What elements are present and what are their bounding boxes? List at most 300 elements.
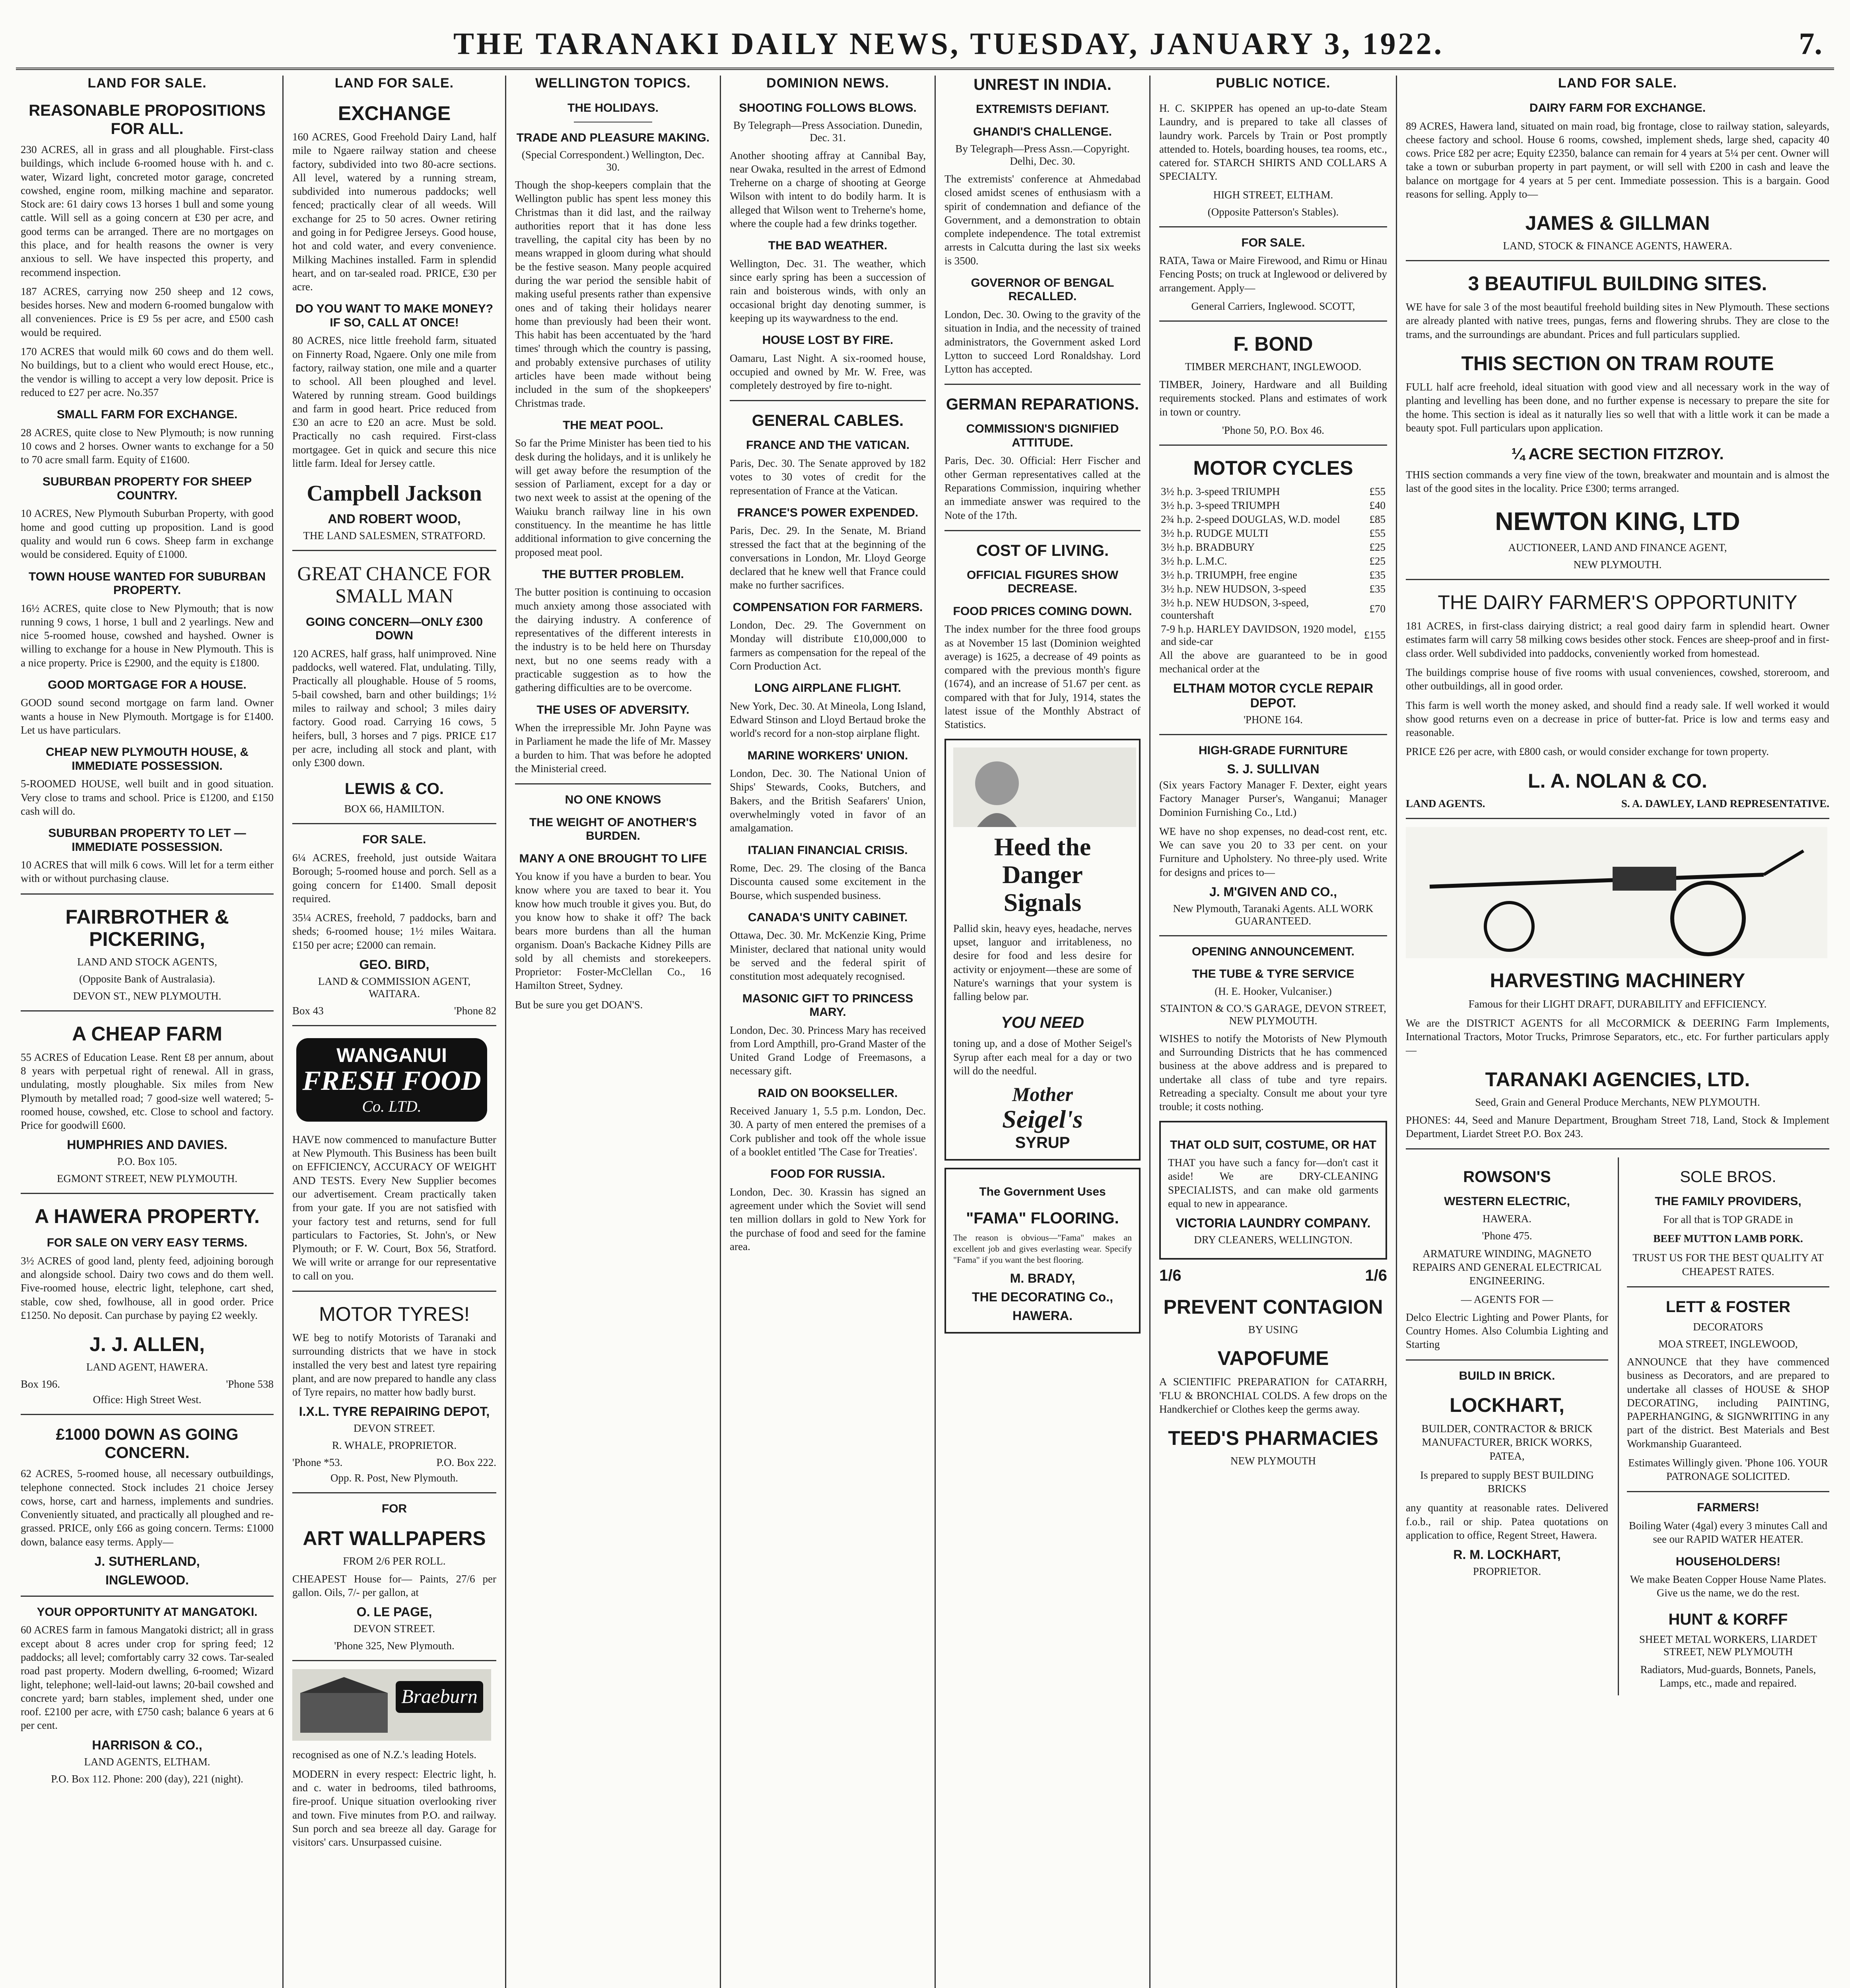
motor-cycle-price: £85 — [1369, 513, 1386, 525]
harvesting-machine-illustration — [1406, 827, 1827, 958]
agent-box: Box 196. — [21, 1378, 60, 1390]
motor-cycle-model: 3½ h.p. BRADBURY — [1161, 541, 1255, 553]
bottom-ads — [1406, 1157, 1829, 1695]
ad-headline-3: Signals — [1003, 888, 1082, 917]
article-subheading: FOOD PRICES COMING DOWN. — [953, 604, 1132, 618]
agent-line: HAWERA. — [1012, 1308, 1073, 1323]
ad-contact: 'Phone 50, P.O. Box 46. — [1222, 424, 1324, 436]
article-text: When the irrepressible Mr. John Payne was in Parliament he made the life of Mr. Massey a burden to him. That was before he adopted the Ministerial creed. — [515, 722, 711, 775]
ad-heading: ROWSON'S — [1463, 1168, 1551, 1186]
ad-subheading: — AGENTS FOR — — [1461, 1293, 1553, 1305]
article-byline: (Special Correspondent.) Wellington, Dec. 30. — [521, 149, 705, 173]
ad-headline-2: Danger — [1002, 860, 1083, 889]
ad-heading: HIGH-GRADE FURNITURE — [1199, 744, 1348, 757]
agent-phone: 'PHONE 164. — [1244, 714, 1303, 726]
ad-heading: PREVENT CONTAGION — [1163, 1296, 1383, 1318]
agent-phone: 'Phone 82 — [454, 1004, 496, 1017]
ad-text: We are the DISTRICT AGENTS for all McCORMICK & DEERING Farm Implements, International Tractors, Motor Trucks, Primrose Separators, etc., etc. For further particulars apply— — [1406, 1017, 1829, 1056]
ad-text: 35¼ ACRES, freehold, 7 paddocks, barn and sheds; 6-roomed house; 1½ miles Waitara. £150 per acre; £2000 can remain. — [292, 912, 496, 951]
masthead-title: THE TARANAKI DAILY NEWS, TUESDAY, JANUARY 3, 1922. — [453, 26, 1444, 61]
article-heading: MARINE WORKERS' UNION. — [747, 749, 908, 762]
ad-subheading: BY USING — [1248, 1324, 1298, 1336]
motor-cycle-model: 3½ h.p. RUDGE MULTI — [1161, 527, 1269, 539]
ad-text: WISHES to notify the Motorists of New Plymouth and Surrounding Districts that he has commenced business at the above address and is prepared to undertake all class of tube and tyre repairs. Retreading a specialty. Consult me about your tyre trouble; it costs nothing. — [1159, 1032, 1387, 1113]
agent-line: New Plymouth, Taranaki Agents. ALL WORK GUARANTEED. — [1173, 902, 1374, 927]
ad-heading: 3 BEAUTIFUL BUILDING SITES. — [1468, 272, 1767, 295]
ad-illustration — [953, 747, 1136, 827]
agent-name: NEWTON KING, LTD — [1495, 507, 1740, 536]
divider — [1627, 1491, 1829, 1492]
logo-line-3: Co. LTD. — [362, 1097, 422, 1115]
motor-cycle-row — [1159, 540, 1387, 554]
agent-name: HUNT & KORFF — [1668, 1610, 1788, 1628]
ad-text: MODERN in every respect: Electric light, h. and c. water in bedrooms, tiled bathrooms, fire-proof. Unique situation overlooking river and town. Five minutes from P.O. and railway. Sun porch and sea breeze all day. Garage for visitors' cars. Unsurpassed cuisine. — [292, 1768, 496, 1848]
ad-text: 230 ACRES, all in grass and all ploughable. First-class buildings, which include 6-roomed house with h. and c. water, Wizard light, concreted motor garage, concreted cowshed, engine room, milking machine and separator. Stock are: 61 dairy cows 13 horses 1 bull and some young cattle. Will sell as a going concern at £30 per acre, and good terms can be arranged. There are no mortgages on this place, and for health reasons the owner is very anxious to sell. We have inspected this property, and recommend inspection. — [21, 144, 274, 278]
ad-text: The reason is obvious—"Fama" makes an excellent job and gives everlasting wear. Specify "Fama" if you want the best flooring. — [953, 1233, 1132, 1265]
motor-cycle-price: £40 — [1369, 499, 1386, 511]
ad-text: 170 ACRES that would milk 60 cows and do them well. No buildings, but to a client who would erect House, etc., the vendor is willing to accept a very low deposit. Price is reduced to £27 per acre. No.357 — [21, 345, 274, 398]
article-heading: CANADA'S UNITY CABINET. — [748, 911, 908, 924]
ad-heading: YOUR OPPORTUNITY AT MANGATOKI. — [37, 1605, 258, 1619]
article-heading: GERMAN REPARATIONS. — [946, 396, 1139, 414]
agent-box: Box 43 — [292, 1004, 324, 1017]
motor-cycle-row — [1159, 596, 1387, 622]
ad-text: PHONES: 44, Seed and Manure Department, Brougham Street 718, Land, Stock & Implement Department, Liardet Street P.O. Box 243. — [1406, 1114, 1829, 1140]
agent-line: DEVON STREET. — [354, 1623, 435, 1635]
divider — [1406, 260, 1829, 261]
ad-subheading: (H. E. Hooker, Vulcaniser.) — [1215, 985, 1332, 997]
agent-phone: 'Phone 538 — [226, 1378, 274, 1390]
agent-line: LAND AND STOCK AGENTS, — [77, 955, 218, 968]
ad-subheading: MANY A ONE BROUGHT TO LIFE — [519, 852, 707, 865]
ad-heading: THAT OLD SUIT, COSTUME, OR HAT — [1170, 1138, 1376, 1151]
divider — [944, 530, 1141, 531]
article-text: Oamaru, Last Night. A six-roomed house, occupied and owned by Mr. W. Free, was completely destroyed by fire to-night. — [730, 352, 926, 392]
ad-text: ARMATURE WINDING, MAGNETO REPAIRS AND GENERAL ELECTRICAL ENGINEERING. — [1412, 1247, 1602, 1287]
divider — [1406, 818, 1829, 819]
agent-name: L. A. NOLAN & CO. — [1528, 769, 1707, 792]
agent-line: Seed, Grain and General Produce Merchants, NEW PLYMOUTH. — [1475, 1096, 1760, 1108]
motor-cycle-model: 3½ h.p. 3-speed TRIUMPH — [1161, 499, 1280, 511]
motor-cycle-model: 3½ h.p. TRIUMPH, free engine — [1161, 569, 1297, 581]
motor-cycle-price: £55 — [1369, 485, 1386, 497]
masthead — [16, 20, 1834, 70]
illustration-background — [1406, 827, 1827, 958]
ad-subheading: SUBURBAN PROPERTY FOR SHEEP COUNTRY. — [42, 475, 252, 502]
motor-cycle-price: £155 — [1364, 629, 1386, 641]
article-text: Wellington, Dec. 31. The weather, which since early spring has been a succession of rain and boisterous winds, with only an occasional bright day denoting summer, is keeping up its waywardness to the end. — [730, 257, 926, 324]
article-text: Received January 1, 5.5 p.m. London, Dec. 30. A party of men entered the premises of a Cork publisher and took off the whole issue of a booklet entitled 'The Case for Treaties'. — [730, 1105, 926, 1158]
ad-text: Pallid skin, heavy eyes, headache, nerves upset, languor and irritableness, no desire for food and less desire for activity or enjoyment—these are some of Nature's warnings that your system is falling below par. — [953, 922, 1132, 1003]
column-unrest-in-india — [935, 76, 1149, 1988]
face-shape — [975, 761, 1019, 805]
ad-heading: F. BOND — [1233, 333, 1313, 355]
seat-shape — [1613, 867, 1676, 891]
agent-line: BOX 66, HAMILTON. — [344, 803, 445, 815]
article-subheading: TRADE AND PLEASURE MAKING. — [516, 131, 710, 144]
victoria-laundry-ad — [1159, 1121, 1387, 1260]
article-heading: FOOD FOR RUSSIA. — [770, 1167, 885, 1181]
logo-line-1: WANGANUI — [336, 1044, 447, 1066]
article-heading: HOUSE LOST BY FIRE. — [762, 334, 894, 347]
article-heading: FRANCE'S POWER EXPENDED. — [737, 506, 919, 519]
ad-text: TIMBER, Joinery, Hardware and all Building requirements stocked. Plans and estimates of work in town or country. — [1159, 379, 1387, 418]
ad-text: recognised as one of N.Z.'s leading Hotels. — [292, 1749, 476, 1761]
ad-heading: £1000 DOWN AS GOING CONCERN. — [56, 1426, 239, 1462]
article-subheading: COMMISSION'S DIGNIFIED ATTITUDE. — [966, 422, 1119, 449]
ad-heading: HOUSEHOLDERS! — [1675, 1555, 1781, 1568]
divider — [730, 400, 926, 401]
ad-text: THAT you have such a fancy for—don't cast it aside! We are DRY-CLEANING SPECIALISTS, and can make old garments equal to new in appearance. — [1168, 1157, 1378, 1209]
agent-name: VICTORIA LAUNDRY COMPANY. — [1176, 1216, 1371, 1231]
agent-name: TEED'S PHARMACIES — [1168, 1427, 1378, 1450]
ad-heading: ¼ ACRE SECTION FITZROY. — [1511, 445, 1724, 463]
article-text: The index number for the three food groups as at November 15 last (Dominion weighted average) is 1625, a decrease of 49 points as compared with the previous month's figure (1674), and an increase of 51.67 per cent. as compared with that for July, 1914, states the latest issue of the Monthly Abstract of Statistics. — [944, 623, 1141, 731]
ad-text: All the above are guaranteed to be in good mechanical order at the — [1159, 649, 1387, 675]
article-byline: By Telegraph—Press Assn.—Copyright. Delhi, Dec. 30. — [955, 143, 1130, 167]
motor-cycle-row — [1159, 513, 1387, 526]
section-heading: GENERAL CABLES. — [752, 412, 904, 430]
agent-line: P.O. Box 112. Phone: 200 (day), 221 (night). — [51, 1773, 243, 1785]
ad-text: 55 ACRES of Education Lease. Rent £8 per annum, about 8 years with perpetual right of renewal. All in grass, undulating, mostly ploughable. Six miles from New Plymouth by metalled road; 7 good-size well watered; 5-roomed house, cowshed, etc. Close to school and factory. Price for goodwill £600. — [21, 1051, 274, 1132]
article-text: Ottawa, Dec. 30. Mr. McKenzie King, Prime Minister, declared that national unity would be served and the federal spirit of constitution most adequately recognised. — [730, 929, 926, 982]
agent-line: SHEET METAL WORKERS, LIARDET STREET, NEW PLYMOUTH — [1639, 1633, 1817, 1658]
ad-text: (Six years Factory Manager F. Dexter, eight years Factory Manager Purser's, Wanganui; Manager Dominion Furnishing Co., Ltd.) — [1159, 779, 1387, 818]
agent-name: HUMPHRIES AND DAVIES. — [67, 1138, 227, 1152]
ad-text: WE beg to notify Motorists of Taranaki and surrounding districts that we have in stock installed the very best and latest tyre repairing plant, and are now prepared to handle any class of Tyre repairs, no matter how badly burst. — [292, 1332, 496, 1398]
divider — [292, 1291, 496, 1292]
divider — [1406, 1359, 1608, 1361]
price-right: 1/6 — [1365, 1267, 1387, 1285]
agent-name: LOCKHART, — [1450, 1394, 1564, 1417]
divider — [1627, 1286, 1829, 1287]
ad-text: H. C. SKIPPER has opened an up-to-date Steam Laundry, and is prepared to take all classes of laundry work. Parcels by Train or Post promptly attended to. Hotels, boarding houses, tea rooms, etc., catered for. STARCH SHIRTS AND COLLARS A SPECIALTY. — [1159, 102, 1387, 182]
article-heading: UNREST IN INDIA. — [974, 76, 1112, 93]
ad-heading: FARMERS! — [1697, 1501, 1759, 1514]
agent-line: P.O. Box 105. — [117, 1155, 177, 1168]
agent-line: LAND, STOCK & FINANCE AGENTS, HAWERA. — [1503, 240, 1732, 252]
ad-subheading: HAWERA. — [1482, 1212, 1532, 1225]
agent-line: DEVON ST., NEW PLYMOUTH. — [73, 990, 222, 1002]
agent-name: HARRISON & CO., — [92, 1738, 202, 1752]
article-text: London, Dec. 29. The Government on Monday will distribute £10,000,000 to farmers as compensation for the repeal of the Corn Production Act. — [730, 619, 926, 672]
article-subheading: THE USES OF ADVERSITY. — [536, 703, 690, 716]
ad-address: (Opposite Patterson's Stables). — [1207, 206, 1339, 218]
ad-text: 6¼ ACRES, freehold, just outside Waitara Borough; 5-roomed house and porch. Sell as a going concern for £1400. Small deposit required. — [292, 851, 496, 905]
ad-text: We make Beaten Copper House Name Plates. Give us the name, we do the rest. — [1630, 1573, 1827, 1599]
price-left: 1/6 — [1159, 1267, 1182, 1285]
motor-cycles-list — [1159, 485, 1387, 648]
motor-cycle-model: 3½ h.p. NEW HUDSON, 3-speed — [1161, 582, 1306, 595]
braeburn-logo-text: Braeburn — [401, 1685, 478, 1708]
article-subheading: GHANDI'S CHALLENGE. — [973, 125, 1112, 138]
article-heading: ITALIAN FINANCIAL CRISIS. — [748, 843, 908, 857]
ad-heading: THE TUBE & TYRE SERVICE — [1192, 967, 1354, 981]
column-heading: LAND FOR SALE. — [334, 76, 454, 91]
agent-name: J. J. ALLEN, — [89, 1333, 205, 1356]
divider — [292, 1660, 496, 1661]
braeburn-hotel-illustration — [292, 1669, 491, 1741]
ad-subheading: GOING CONCERN—ONLY £300 DOWN — [305, 615, 483, 643]
article-text: London, Dec. 30. The National Union of Ships' Stewards, Cooks, Butchers, and Bakers, and the British Seafarers' Union, overwhelmingly voted in favor of an amalgamation. — [730, 767, 926, 834]
article-text: Paris, Dec. 30. Official: Herr Fischer and other German representatives called at the Reparations Commission, inquiring whether an immediate answer was required to the Note of the 17th. — [944, 454, 1141, 521]
column-wellington-topics — [505, 76, 720, 1988]
ad-heading: DAIRY FARM FOR EXCHANGE. — [1529, 101, 1706, 115]
article-text: Paris, Dec. 30. The Senate approved by 182 votes to 30 votes of credit for the representation of France at the Vatican. — [730, 457, 926, 497]
divider — [1159, 445, 1387, 446]
ad-heading: MOTOR TYRES! — [319, 1303, 470, 1325]
motor-cycle-price: £55 — [1369, 527, 1386, 539]
ad-text: THIS section commands a very fine view of the town, breakwater and mountain and is almost the last of the good sites in the locality. Price £300; terms arranged. — [1406, 469, 1829, 495]
ad-text: GOOD sound second mortgage on farm land. Owner wants a house in New Plymouth. Mortgage is for £1400. Let us have particulars. — [21, 697, 274, 736]
article-text: The butter position is continuing to occasion much anxiety among those associated with the dairying industry. A conference of representatives of the different interests in the industry is to be held here on Thursday next, but no one seems ready with a practicable suggestion as to how the gathering difficulties are to be overcome. — [515, 586, 711, 694]
ad-subheading: DO YOU WANT TO MAKE MONEY? IF SO, CALL AT ONCE! — [295, 302, 494, 329]
ad-heading: EXCHANGE — [338, 102, 451, 124]
article-subheading: THE BUTTER PROBLEM. — [542, 567, 684, 581]
motor-cycle-model: 2¾ h.p. 2-speed DOUGLAS, W.D. model — [1161, 513, 1340, 525]
agent-row — [1406, 798, 1829, 810]
mother-seigels-syrup-ad — [944, 739, 1141, 1161]
motor-cycle-row — [1159, 622, 1387, 648]
ad-text: Boiling Water (4gal) every 3 minutes Call and see our RAPID WATER HEATER. — [1629, 1519, 1827, 1545]
ad-text: Estimates Willingly given. 'Phone 106. YOUR PATRONAGE SOLICITED. — [1628, 1456, 1828, 1483]
bottom-left-ads — [1406, 1157, 1608, 1695]
ad-heading: OPENING ANNOUNCEMENT. — [1192, 945, 1354, 958]
agent-line: MOA STREET, INGLEWOOD, — [1658, 1338, 1798, 1350]
building-shape — [300, 1693, 388, 1733]
article-text: New York, Dec. 30. At Mineola, Long Island, Edward Stinson and Lloyd Bertaud broke the world's record for a non-stop airplane flight. — [730, 700, 926, 740]
agent-line: LAND & COMMISSION AGENT, WAITARA. — [318, 975, 471, 1000]
ad-subheading: FOR SALE ON VERY EASY TERMS. — [47, 1236, 248, 1250]
divider — [21, 1414, 274, 1415]
column-dominion-news — [720, 76, 935, 1988]
agent-line: LAND AGENTS. — [1406, 797, 1485, 810]
divider — [515, 783, 711, 784]
ad-heading: VAPOFUME — [1217, 1347, 1329, 1370]
ad-text: 10 ACRES, New Plymouth Suburban Property, with good home and good cutting up proposition. Land is good quality and would run 6 cows. Sheep farm in exchange would be considered. Equity of £1000. — [21, 507, 274, 561]
brand-line-1: Mother — [1012, 1083, 1073, 1106]
divider — [292, 550, 496, 551]
agent-name: JAMES & GILLMAN — [1525, 212, 1710, 235]
ad-text: toning up, and a dose of Mother Seigel's Syrup after each meal for a day or two will do the needful. — [953, 1037, 1132, 1077]
agent-line: AND ROBERT WOOD, — [328, 511, 461, 526]
agent-name: J. SUTHERLAND, — [94, 1554, 200, 1569]
column-heading: LAND FOR SALE. — [1558, 76, 1677, 91]
agent-line: Opp. R. Post, New Plymouth. — [330, 1472, 459, 1484]
article-text: Another shooting affray at Cannibal Bay, near Owaka, resulted in the arrest of Edmond Treherne on a charge of shooting at George Wilson with intent to do bodily harm. It is alleged that Wilson went to Treherne's home, where the couple had a few drinks together. — [730, 149, 926, 229]
ad-text: 187 ACRES, carrying now 250 sheep and 12 cows, besides horses. New and modern 6-roomed bungalow with all conveniences. Price is £9 5s per acre, and £500 cash would be required. — [21, 285, 274, 338]
ad-heading: A HAWERA PROPERTY. — [35, 1205, 260, 1228]
ad-text: 160 ACRES, Good Freehold Dairy Land, half mile to Ngaere railway station and cheese factory, subdivided into two 80-acre sections. All level, watered by a running stream, subdivided into numerous paddocks; well fenced; practically clear of all weeds. Will exchange for 25 to 50 acres. Owner retiring and going in for Pedigree Jerseys. Good house, hot and cold water, and every convenience. Milking Machines installed. Farm in splendid heart, and on tar-sealed road. PRICE, £30 per acre. — [292, 131, 496, 293]
article-heading: SHOOTING FOLLOWS BLOWS. — [739, 101, 917, 115]
ad-subheading: SUBURBAN PROPERTY TO LET — IMMEDIATE POSSESSION. — [48, 827, 246, 854]
ad-text: This farm is well worth the money asked, and should find a ready sale. If well worked it would show good returns even on a decrease in price of butter-fat. Price is low and terms easy and reasonable. — [1406, 699, 1829, 739]
article-subheading: EXTREMISTS DEFIANT. — [976, 103, 1110, 116]
agent-line: EGMONT STREET, NEW PLYMOUTH. — [56, 1173, 238, 1185]
agent-line: THE DECORATING Co., — [972, 1289, 1113, 1304]
divider — [292, 1025, 496, 1026]
ad-text: Delco Electric Lighting and Power Plants, for Country Homes. Also Columbia Lighting and Starting — [1406, 1311, 1608, 1351]
ad-text: 181 ACRES, in first-class dairying district; a real good dairy farm in splendid heart. Owner estimates farm will carry 58 milking cows besides other stock. Fences are sheep-proof and in first-class order. Well subdivided into paddocks, conveniently worked from homestead. — [1406, 620, 1829, 659]
divider — [21, 1193, 274, 1194]
column-land-for-sale-2 — [282, 76, 505, 1988]
agent-line: NEW PLYMOUTH. — [1573, 559, 1662, 571]
ad-text: Radiators, Mud-guards, Bonnets, Panels, Lamps, etc., made and repaired. — [1640, 1663, 1816, 1689]
ad-address: HIGH STREET, ELTHAM. — [1213, 188, 1333, 201]
article-heading: THE BAD WEATHER. — [768, 239, 888, 252]
ad-subheading: CHEAP NEW PLYMOUTH HOUSE, & IMMEDIATE POSSESSION. — [45, 746, 249, 773]
motor-cycle-model: 7-9 h.p. HARLEY DAVIDSON, 1920 model, and side-car — [1161, 623, 1356, 647]
article-text: The extremists' conference at Ahmedabad closed amidst scenes of enthusiasm with a spirit of condemnation and defiance of the Government, and a demonstration to obtain complete independence. The total extremist arrests in Calcutta during the last six weeks is 3500. — [944, 173, 1141, 267]
fama-flooring-ad — [944, 1168, 1141, 1334]
agent-name: S. J. SULLIVAN — [1227, 761, 1319, 776]
article-text: So far the Prime Minister has been tied to his desk during the holidays, and it is unlikely he will get away before the resumption of the session of Parliament, except for a day or two next week to assist at the opening of the Waiuku branch railway line in his own constituency. In the meantime he has little additional information to give concerning the proposed meat pool. — [515, 437, 711, 558]
divider — [1159, 935, 1387, 936]
ad-text: HAVE now commenced to manufacture Butter at New Plymouth. This Business has been built on EFFICIENCY, ACCURACY OF WEIGHT AND TESTS. Every New Supplier becomes our advertisement. Cream practically taken from your gate. If you are not satisfied with your factory test and returns, send for full particulars to Factories, St. John's, or New Plymouth; or F. W. Court, Box 56, Stratford. We will write or arrange for our representative to call on you. — [292, 1133, 496, 1282]
agent-name: GEO. BIRD, — [359, 957, 429, 972]
ad-subheading: TOWN HOUSE WANTED FOR SUBURBAN PROPERTY. — [28, 570, 266, 597]
ad-heading: FOR — [381, 1502, 407, 1516]
agent-line: INGLEWOOD. — [105, 1573, 189, 1587]
ad-text: WE have no shop expenses, no dead-cost rent, etc. We can save you 20 to 33 per cent. on your Furniture and Upholstery. No three-ply used. Write for designs and prices to— — [1159, 825, 1387, 878]
ad-subheading: THE FAMILY PROVIDERS, — [1655, 1195, 1801, 1208]
motor-cycle-row — [1159, 499, 1387, 513]
article-subheading: OFFICIAL FIGURES SHOW DECREASE. — [966, 568, 1119, 596]
ad-text: 89 ACRES, Hawera land, situated on main road, big frontage, close to railway station, saleyards, cheese factory and school. House 6 rooms, cowshed, implement sheds, large shed, capacity 40 cows. Price £82 per acre; Equity £2350, balance can remain for 4 years at 5¼ per cent. Owner will take a town or suburban property in part payment, or will sell with £200 in cash and leave the balance on mortgage for 4 years at 5 per cent. Immediate possession. This is a bargain. Good reasons for selling. Apply to— — [1406, 120, 1829, 200]
ad-text: 28 ACRES, quite close to New Plymouth; is now running 10 cows and 2 horses. Owner wants to exchange for a 50 to 70 acre small farm. Equity of £1600. — [21, 426, 274, 466]
ad-text: But be sure you get DOAN'S. — [515, 998, 643, 1011]
motor-cycle-price: £25 — [1369, 555, 1386, 567]
divider — [1159, 226, 1387, 227]
article-text: London, Dec. 30. Princess Mary has received from Lord Ampthill, pro-Grand Master of the United Grand Lodge of Freemasons, a necessary gift. — [730, 1024, 926, 1077]
article-heading: MASONIC GIFT TO PRINCESS MARY. — [742, 992, 913, 1019]
article-heading: THE HOLIDAYS. — [567, 101, 659, 115]
motor-cycle-row — [1159, 582, 1387, 596]
wanganui-fresh-food-logo — [292, 1034, 491, 1126]
page-number: 7. — [1799, 26, 1822, 61]
ad-text: PRICE £26 per acre, with £800 cash, or would consider exchange for town property. — [1406, 746, 1769, 758]
agent-line: DEVON STREET. — [354, 1422, 435, 1435]
agent-line: AUCTIONEER, LAND AND FINANCE AGENT, — [1508, 542, 1727, 554]
motor-cycle-price: £35 — [1369, 569, 1386, 581]
columns — [12, 76, 1838, 1988]
ad-subheading: TIMBER MERCHANT, INGLEWOOD. — [1185, 361, 1362, 373]
article-heading: RAID ON BOOKSELLER. — [758, 1086, 898, 1100]
article-text: London, Dec. 30. Krassin has signed an agreement under which the Soviet will send ten million dollars in gold to New York for the purchase of food and seed for the famine area. — [730, 1186, 926, 1252]
price-row — [1159, 1267, 1387, 1285]
ad-headline-1: Heed the — [994, 832, 1091, 861]
brand-line-3: SYRUP — [1015, 1134, 1070, 1151]
article-byline: By Telegraph—Press Association. Dunedin, Dec. 31. — [733, 119, 923, 144]
agent-line: DRY CLEANERS, WELLINGTON. — [1194, 1234, 1353, 1246]
ad-text: 10 ACRES that will milk 6 cows. Will let for a term either with or without purchasing clause. — [21, 859, 274, 885]
column-public-notice — [1149, 76, 1396, 1988]
ad-subheading: THE WEIGHT OF ANOTHER'S BURDEN. — [529, 815, 697, 843]
divider — [1159, 320, 1387, 322]
ad-text: TRUST US FOR THE BEST QUALITY AT CHEAPEST RATES. — [1632, 1252, 1824, 1277]
ad-text: 62 ACRES, 5-roomed house, all necessary outbuildings, telephone connected. Stock includes 21 choice Jersey cows, horse, cart and harness, implements and sundries. Conveniently situated, and practically all ploughed and re-grassed. PRICE, only £66 as going concern. Terms: £1000 down, balance easy terms. Apply— — [21, 1468, 274, 1548]
agent-name: LETT & FOSTER — [1665, 1298, 1791, 1316]
column-heading: WELLINGTON TOPICS. — [535, 76, 691, 91]
agent-line: THE LAND SALESMEN, STRATFORD. — [303, 529, 486, 542]
agent-line: LAND AGENT, HAWERA. — [86, 1361, 208, 1373]
ad-text: Is prepared to supply BEST BUILDING BRICKS — [1420, 1469, 1594, 1495]
divider — [944, 384, 1141, 385]
ad-product-name: "FAMA" FLOORING. — [966, 1209, 1119, 1227]
agent-name: M. BRADY, — [1010, 1271, 1075, 1285]
ad-text: 16½ ACRES, quite close to New Plymouth; that is now running 9 cows, 1 horse, 1 bull and 2 yearlings. New and nice 5-roomed house, cowshed and hayshed. Owner is willing to exchange for a house in New Plymouth. This is a nice property. Price is £2900, and the equity is £1800. — [21, 602, 274, 669]
motor-cycles-list-body — [1159, 485, 1387, 648]
article-heading: GOVERNOR OF BENGAL RECALLED. — [971, 276, 1114, 303]
motor-cycle-row — [1159, 485, 1387, 499]
motor-cycle-row — [1159, 554, 1387, 568]
ad-text: CHEAPEST House for— Paints, 27/6 per gallon. Oils, 7/- per gallon, at — [292, 1573, 496, 1599]
ad-text: 5-ROOMED HOUSE, well built and in good situation. Very close to trams and school. Price is £1200, and £150 cash will do. — [21, 778, 274, 817]
motor-cycle-row — [1159, 568, 1387, 582]
article-heading: COMPENSATION FOR FARMERS. — [733, 600, 923, 614]
agent-contact-row — [292, 1456, 496, 1469]
ad-heading: FOR SALE. — [362, 833, 426, 846]
ad-agent: General Carriers, Inglewood. SCOTT, — [1191, 300, 1355, 313]
agent-name: ELTHAM MOTOR CYCLE REPAIR DEPOT. — [1173, 681, 1374, 711]
ad-subheading: WESTERN ELECTRIC, — [1444, 1195, 1570, 1208]
article-text: Though the shop-keepers complain that the Wellington public has spent less money this Christmas than it did last, and the railway authorities report that it has done less travelling, the capital city has been by no means wrapped in gloom during what should be the festive season. Many people acquired during the war period the sensible habit of making useful presents rather than expensive ones and of taking their holidays nearer home than previously had been their wont. This habit has been accentuated by the 'hard times' through which the country is passing, and probably extensive purchases of utility articles have been made without being included in the sum of the shopkeepers' Christmas trade. — [515, 179, 711, 409]
motor-cycle-price: £35 — [1369, 582, 1386, 595]
ad-heading: NO ONE KNOWS — [565, 793, 661, 807]
divider — [21, 1596, 274, 1597]
ad-subheading: FROM 2/6 PER ROLL. — [343, 1555, 446, 1567]
agent-name: LEWIS & CO. — [345, 780, 444, 798]
ad-heading: GREAT CHANCE FOR SMALL MAN — [297, 562, 492, 607]
motor-cycle-model: 3½ h.p. NEW HUDSON, 3-speed, countershaft — [1161, 596, 1309, 621]
agent-name: R. M. LOCKHART, — [1453, 1547, 1561, 1562]
agent-line: Office: High Street West. — [93, 1394, 202, 1406]
ad-text: WE have for sale 3 of the most beautiful freehold building sites in New Plymouth. These sections are already planted with native trees, pungas, ferns and flowering shrubs. They are close to the trams, and the surroundings are abundant. Prices and full particulars supplied. — [1406, 301, 1829, 340]
agent-line: 'Phone 325, New Plymouth. — [334, 1640, 455, 1652]
agent-name: J. M'GIVEN AND CO., — [1209, 884, 1337, 899]
agent-line: S. A. DAWLEY, LAND REPRESENTATIVE. — [1621, 797, 1829, 810]
ad-heading: REASONABLE PROPOSITIONS FOR ALL. — [29, 102, 266, 138]
agent-name: I.X.L. TYRE REPAIRING DEPOT, — [299, 1404, 490, 1419]
ad-text: 60 ACRES farm in famous Mangatoki district; all in grass except about 8 acres under crop for spring feed; 12 paddocks; all level; comfortably carry 32 cows. Tar-sealed road past property. Modern dwelling, 6-roomed; Wizard light, telephone; well-laid-out lawns; 20-bail cowshed and concrete yard; barn stables, implement shed, under one roof. £2100 per acre, with £750 cash; balance 6 years at 6 per cent. — [21, 1624, 274, 1732]
agent-line: DECORATORS — [1693, 1320, 1763, 1333]
agent-name: TARANAKI AGENCIES, LTD. — [1485, 1068, 1750, 1091]
divider — [1159, 734, 1387, 735]
article-text: Rome, Dec. 29. The closing of the Banca Discounta caused some excitement in the Bourse, which suspended business. — [730, 862, 926, 901]
ad-text: ANNOUNCE that they have commenced business as Decorators, and are prepared to undertake all classes of HOUSE & SHOP DECORATING, including PAINTING, PAPERHANGING, & SIGNWRITING in any part of the district. Best Materials and Best Workmanship Guaranteed. — [1627, 1355, 1829, 1450]
brand-line-2: Seigel's — [1002, 1105, 1083, 1134]
agent-line: PROPRIETOR. — [1473, 1565, 1541, 1578]
agent-box: P.O. Box 222. — [436, 1456, 496, 1469]
divider — [1406, 1148, 1829, 1149]
article-text: Paris, Dec. 29. In the Senate, M. Briand stressed the fact that at the beginning of the conversations in London, Mr. Lloyd George declared that he knew well that France could make no further sacrifices. — [730, 524, 926, 591]
ad-text: any quantity at reasonable rates. Delivered f.o.b., rail or ship. Patea quotations on application to office, Regent Street, Hawera. — [1406, 1502, 1608, 1541]
bottom-right-ads — [1618, 1157, 1829, 1695]
ad-heading: The Government Uses — [979, 1185, 1106, 1198]
agent-line: (Opposite Bank of Australasia). — [79, 973, 215, 985]
ad-heading: THE DAIRY FARMER'S OPPORTUNITY — [1438, 591, 1798, 614]
article-heading: COST OF LIVING. — [976, 542, 1109, 559]
ad-text: You know if you have a burden to bear. You know where you are taxed to bear it. You know how much trouble it gives you. But, do you know how to shake it off? The back bears more burdens than all the human organism. Doan's Backache Kidney Pills are sold by all chemists and storekeepers. Proprietor: Foster-McClellan Co., 16 Hamilton Street, Sydney. — [515, 870, 711, 992]
divider — [21, 893, 274, 895]
ad-text: 80 ACRES, nice little freehold farm, situated on Finnerty Road, Ngaere. Only one mile from factory, railway station, one mile and a quarter to school. All been ploughed and level. Watered by running stream. Good buildings and farm in good heart. Price reduced from £30 an acre to £20 an acre. Must be sold. Practically no cash required. First-class mortgagee. Get in quick and secure this nice little farm. Ideal for Jersey cattle. — [292, 334, 496, 469]
ad-callout: YOU NEED — [1001, 1014, 1084, 1032]
column-land-for-sale-3 — [1396, 76, 1838, 1988]
ad-heading: BUILD IN BRICK. — [1459, 1369, 1555, 1382]
agent-contact-row — [21, 1378, 274, 1390]
ad-heading: HARVESTING MACHINERY — [1490, 969, 1745, 992]
agent-logo-campbell-jackson: Campbell Jackson — [307, 481, 482, 506]
